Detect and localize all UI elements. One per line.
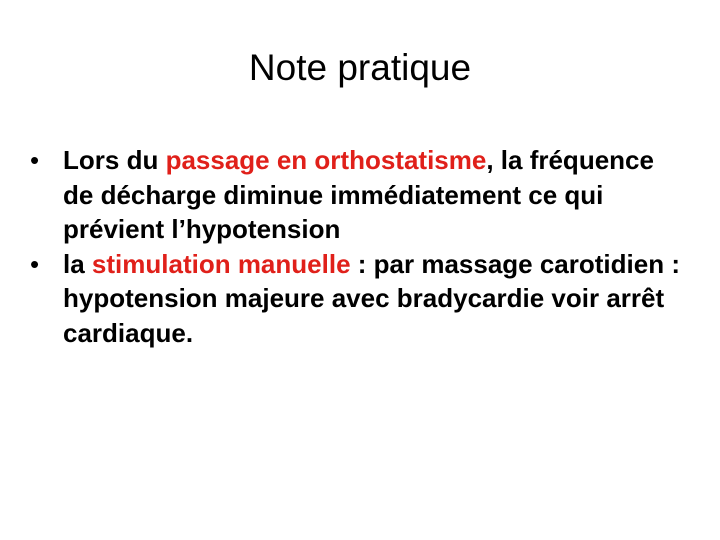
bullet-item-orthostatisme xyxy=(30,143,690,247)
bullet-text-before: la xyxy=(63,248,92,279)
bullet-marker: • xyxy=(30,145,40,175)
bullet-highlight: stimulation manuelle xyxy=(91,248,351,279)
bullet-text-before: Lors du xyxy=(63,145,166,175)
bullet-text-after: : par massage carotidien : hypotension majeure avec bradycardie voir arrêt cardiaque. xyxy=(63,248,680,348)
bullet-highlight: passage en orthostatisme xyxy=(165,145,487,175)
bullet-item-stimulation xyxy=(30,247,690,351)
slide-title: Note pratique xyxy=(248,47,472,88)
bullet-marker: • xyxy=(30,248,40,279)
bullet-list xyxy=(30,143,690,350)
bullet-text-after: , la fréquence de décharge diminue immédiatement ce qui prévient l’hypotension xyxy=(63,145,654,244)
